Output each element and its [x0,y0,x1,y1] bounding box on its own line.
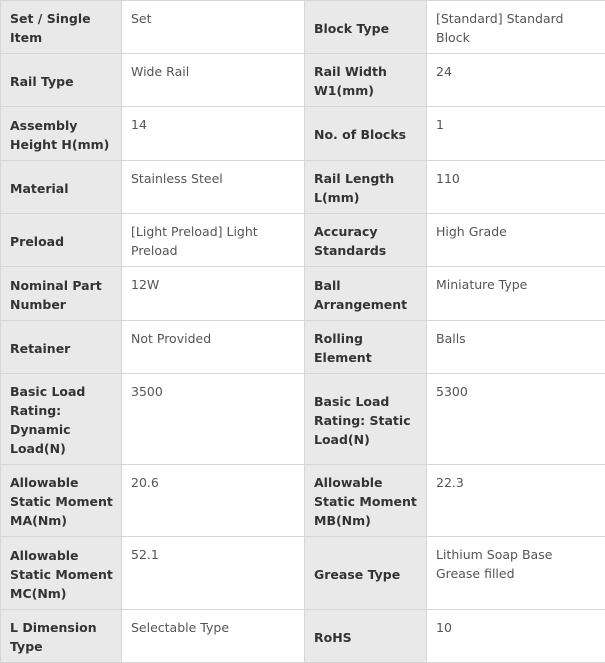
spec-label: Basic Load Rating: Dynamic Load(N) [1,374,122,465]
spec-label: Retainer [1,321,122,374]
spec-value: Wide Rail [122,54,305,107]
spec-value: 5300 [427,374,605,465]
table-row [1,267,605,321]
spec-label: Assembly Height H(mm) [1,107,122,161]
spec-label: Basic Load Rating: Static Load(N) [305,374,427,465]
table-row [1,537,605,610]
spec-value: 14 [122,107,305,161]
table-row [1,321,605,374]
spec-label: Allowable Static Moment MA(Nm) [1,465,122,537]
spec-label: Allowable Static Moment MB(Nm) [305,465,427,537]
spec-label: Allowable Static Moment MC(Nm) [1,537,122,610]
spec-value: 24 [427,54,605,107]
spec-label: Rail Width W1(mm) [305,54,427,107]
spec-value: 110 [427,161,605,214]
table-row [1,214,605,267]
table-row [1,1,605,54]
spec-value: 22.3 [427,465,605,537]
table-row [1,161,605,214]
spec-label: Accuracy Standards [305,214,427,267]
spec-label: Set / Single Item [1,1,122,54]
spec-value: 10 [427,610,605,663]
spec-label: L Dimension Type [1,610,122,663]
spec-value: Stainless Steel [122,161,305,214]
spec-label: Rail Length L(mm) [305,161,427,214]
spec-value: [Standard] Standard Block [427,1,605,54]
spec-value: 3500 [122,374,305,465]
spec-value: Lithium Soap Base Grease filled [427,537,605,610]
spec-label: Material [1,161,122,214]
spec-label: Rail Type [1,54,122,107]
spec-value: Set [122,1,305,54]
table-row [1,107,605,161]
spec-label: Preload [1,214,122,267]
spec-label: Grease Type [305,537,427,610]
spec-value: Selectable Type [122,610,305,663]
spec-value: High Grade [427,214,605,267]
table-row [1,374,605,465]
spec-label: No. of Blocks [305,107,427,161]
table-row [1,54,605,107]
spec-value: 52.1 [122,537,305,610]
spec-value: 20.6 [122,465,305,537]
spec-value: 12W [122,267,305,321]
spec-value: [Light Preload] Light Preload [122,214,305,267]
spec-value: Not Provided [122,321,305,374]
spec-label: Ball Arrangement [305,267,427,321]
table-row [1,610,605,663]
spec-label: Rolling Element [305,321,427,374]
spec-label: Nominal Part Number [1,267,122,321]
spec-value: Balls [427,321,605,374]
spec-value: Miniature Type [427,267,605,321]
table-row [1,465,605,537]
spec-value: 1 [427,107,605,161]
spec-label: Block Type [305,1,427,54]
spec-label: RoHS [305,610,427,663]
